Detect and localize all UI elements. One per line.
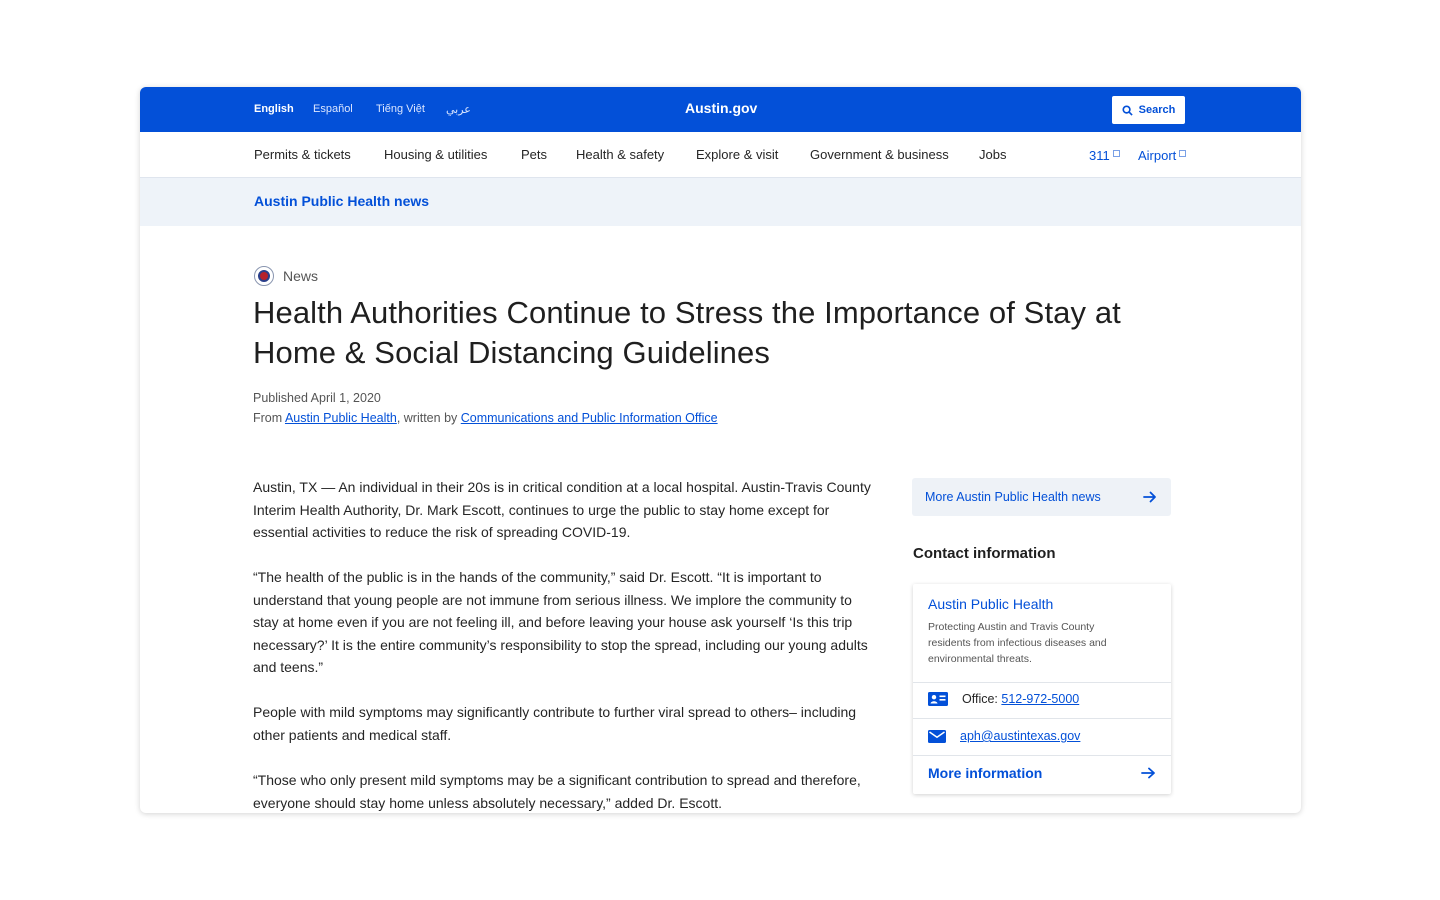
divider — [913, 682, 1171, 683]
external-link-icon — [1179, 150, 1186, 157]
office-phone-text — [962, 692, 1079, 706]
lang-english[interactable]: English — [254, 103, 294, 115]
search-button[interactable] — [1112, 96, 1185, 124]
nav-airport-label: Airport — [1138, 148, 1177, 163]
byline — [253, 411, 718, 425]
more-information-label: More information — [928, 765, 1043, 781]
contact-card-title[interactable]: Austin Public Health — [928, 596, 1054, 612]
contact-card-description: Protecting Austin and Travis County residents from infectious diseases and environmental threats. — [928, 621, 1107, 665]
lang-espanol[interactable]: Español — [313, 103, 353, 115]
nav-pets[interactable]: Pets — [521, 147, 548, 162]
top-bar — [140, 87, 1301, 132]
section-link[interactable]: Austin Public Health news — [254, 193, 430, 209]
site-logo-text[interactable]: Austin.gov — [685, 100, 758, 116]
nav-health[interactable]: Health & safety — [576, 147, 665, 162]
published-date: Published April 1, 2020 — [253, 391, 381, 405]
contact-card — [913, 584, 1171, 794]
nav-airport[interactable] — [1138, 148, 1186, 163]
article-paragraph: Austin, TX — An individual in their 20s is in critical condition at a local hospital. Austin-Travis County Interim Health Authority, Dr. Mark Escott, continues to urge the public to stay home except for essential activities to reduce the risk of spreading COVID-19. — [253, 479, 871, 541]
contact-card-icon — [928, 692, 948, 706]
nav-jobs[interactable]: Jobs — [979, 147, 1007, 162]
arrow-right-icon — [1141, 766, 1156, 780]
divider — [913, 755, 1171, 756]
contact-heading: Contact information — [913, 545, 1056, 562]
email-link[interactable]: aph@austintexas.gov — [960, 729, 1081, 743]
more-information-link[interactable] — [928, 765, 1156, 781]
main-nav — [140, 132, 1301, 178]
nav-explore[interactable]: Explore & visit — [696, 147, 779, 162]
browser-page — [140, 87, 1301, 813]
article-paragraph: People with mild symptoms may significantly contribute to further viral spread to others– including other patients and medical staff. — [253, 704, 857, 743]
byline-written: , written by — [396, 411, 461, 425]
byline-from: From — [253, 411, 285, 425]
content-type-label: News — [283, 268, 319, 284]
office-label: Office: — [962, 692, 1002, 706]
office-phone-row — [928, 692, 1079, 706]
email-icon — [928, 730, 946, 743]
divider — [913, 718, 1171, 719]
nav-311[interactable] — [1089, 148, 1120, 163]
lang-vietnamese[interactable]: Tiếng Việt — [376, 103, 425, 115]
article-paragraph: “The health of the public is in the hands of the community,” said Dr. Escott. “It is important to understand that young people are not immune from serious illness. We implore the community to stay at home even if you are not feeling ill, and before leaving your house ask yourself ‘Is this trip necessary?’ It is the entire community’s responsibility to stop the spread, including our young adults and teens.” — [253, 569, 868, 676]
nav-311-label: 311 — [1089, 148, 1110, 163]
more-news-button[interactable] — [912, 478, 1171, 516]
article-paragraph: “Those who only present mild symptoms may be a significant contribution to spread and therefore, everyone should stay home unless absolutely necessary,” added Dr. Escott. — [253, 772, 861, 811]
email-row — [928, 729, 1080, 743]
section-band — [140, 178, 1301, 226]
search-icon — [1122, 105, 1133, 116]
arrow-right-icon — [1143, 490, 1157, 504]
department-link[interactable]: Austin Public Health — [284, 411, 397, 425]
author-office-link[interactable]: Communications and Public Information Office — [460, 411, 718, 425]
external-link-icon — [1113, 150, 1120, 157]
page-title: Health Authorities Continue to Stress the Importance of Stay at Home & Social Distancing Guidelines — [253, 295, 1121, 370]
nav-housing[interactable]: Housing & utilities — [384, 147, 488, 162]
lang-arabic[interactable]: عربي — [446, 104, 471, 116]
more-news-label: More Austin Public Health news — [925, 490, 1101, 504]
nav-permits[interactable]: Permits & tickets — [254, 147, 351, 162]
search-label: Search — [1138, 104, 1176, 116]
city-seal-icon — [254, 266, 274, 286]
nav-government[interactable]: Government & business — [810, 147, 949, 162]
office-phone-link[interactable]: 512-972-5000 — [1001, 692, 1080, 706]
